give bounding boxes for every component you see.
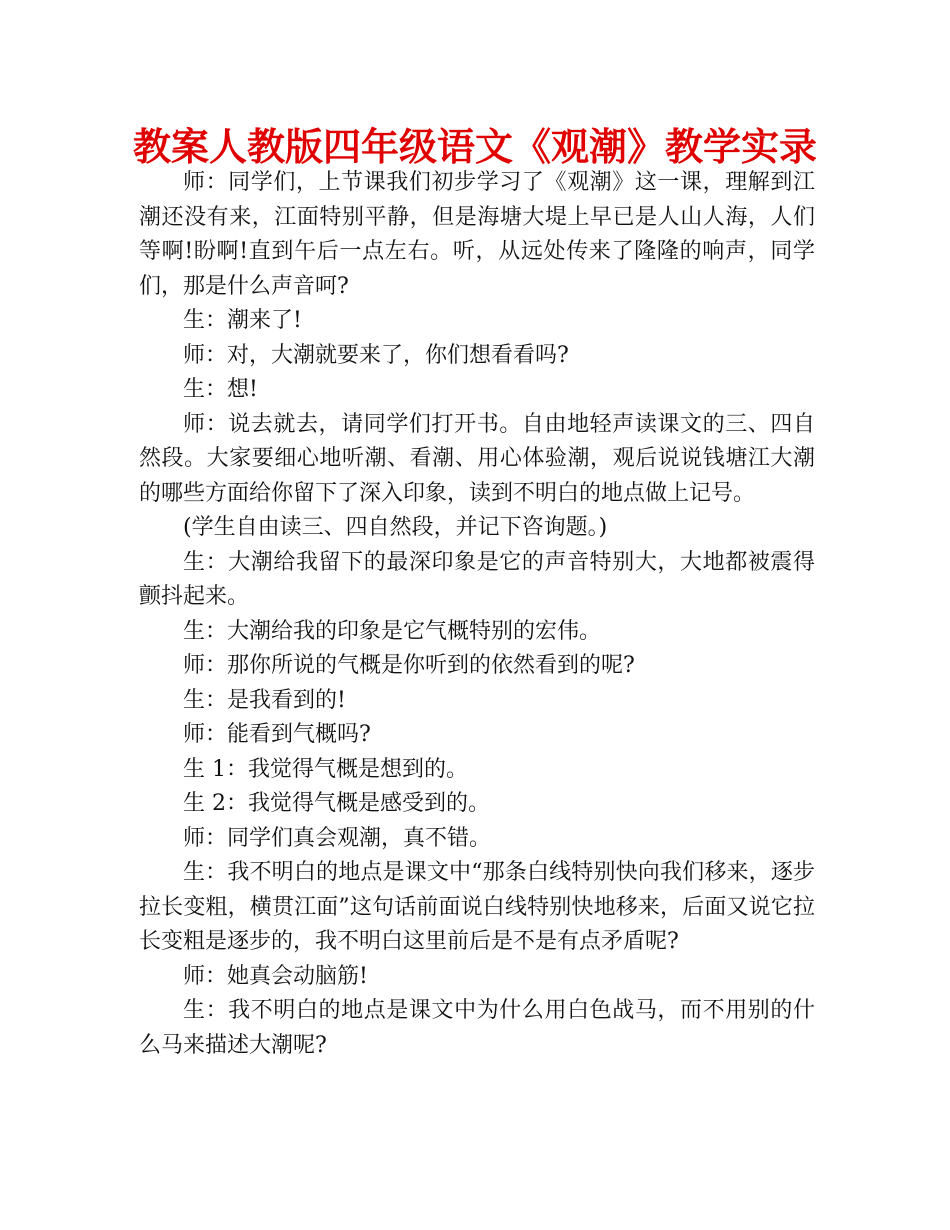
paragraph: 生 1：我觉得气概是想到的。 [183,756,468,782]
paragraph: 生：我不明白的地点是课文中“那条白线特别快向我们移来，逐步拉长变粗，横贯江面”这句话前面说白线特别快地移来，后面又说它拉长变粗是逐步的，我不明白这里前后是不是有点矛盾呢? [139,860,815,954]
paragraph: 师：同学们真会观潮，真不错。 [183,825,492,851]
paragraph: 师：对，大潮就要来了，你们想看看吗? [183,342,569,368]
paragraph: (学生自由读三、四自然段，并记下咨询题。) [183,515,608,540]
paragraph: 师：同学们，上节课我们初步学习了《观潮》这一课，理解到江潮还没有来，江面特别平静，但是海塘大堤上早已是人山人海，人们等啊!盼啊!直到午后一点左右。听，从远处传来了隆隆的响声，同学们，那是什么声音呵? [139,170,815,299]
paragraph: 生：大潮给我的印象是它气概特别的宏伟。 [183,618,602,644]
paragraph: 生：潮来了! [183,308,302,333]
paragraph: 师：那你所说的气概是你听到的依然看到的呢? [183,653,635,678]
paragraph: 师：她真会动脑筋! [183,963,368,989]
document-title: 教案人教版四年级语文《观潮》教学实录 [132,125,817,169]
paragraph: 师：说去就去，请同学们打开书。自由地轻声读课文的三、四自然段。大家要细心地听潮、看潮、用心体验潮，观后说说钱塘江大潮的哪些方面给你留下了深入印象，读到不明白的地点做上记号。 [139,411,815,506]
paragraph: 生：我不明白的地点是课文中为什么用白色战马，而不用别的什么马来描述大潮呢? [139,998,815,1058]
paragraph: 生：大潮给我留下的最深印象是它的声音特别大，大地都被震得颤抖起来。 [139,549,815,609]
paragraph: 生：是我看到的! [183,687,346,713]
paragraph: 生：想! [183,377,258,402]
document-body [139,166,815,1063]
paragraph: 生 2：我觉得气概是感受到的。 [183,791,490,816]
paragraph: 师：能看到气概吗? [183,722,371,747]
